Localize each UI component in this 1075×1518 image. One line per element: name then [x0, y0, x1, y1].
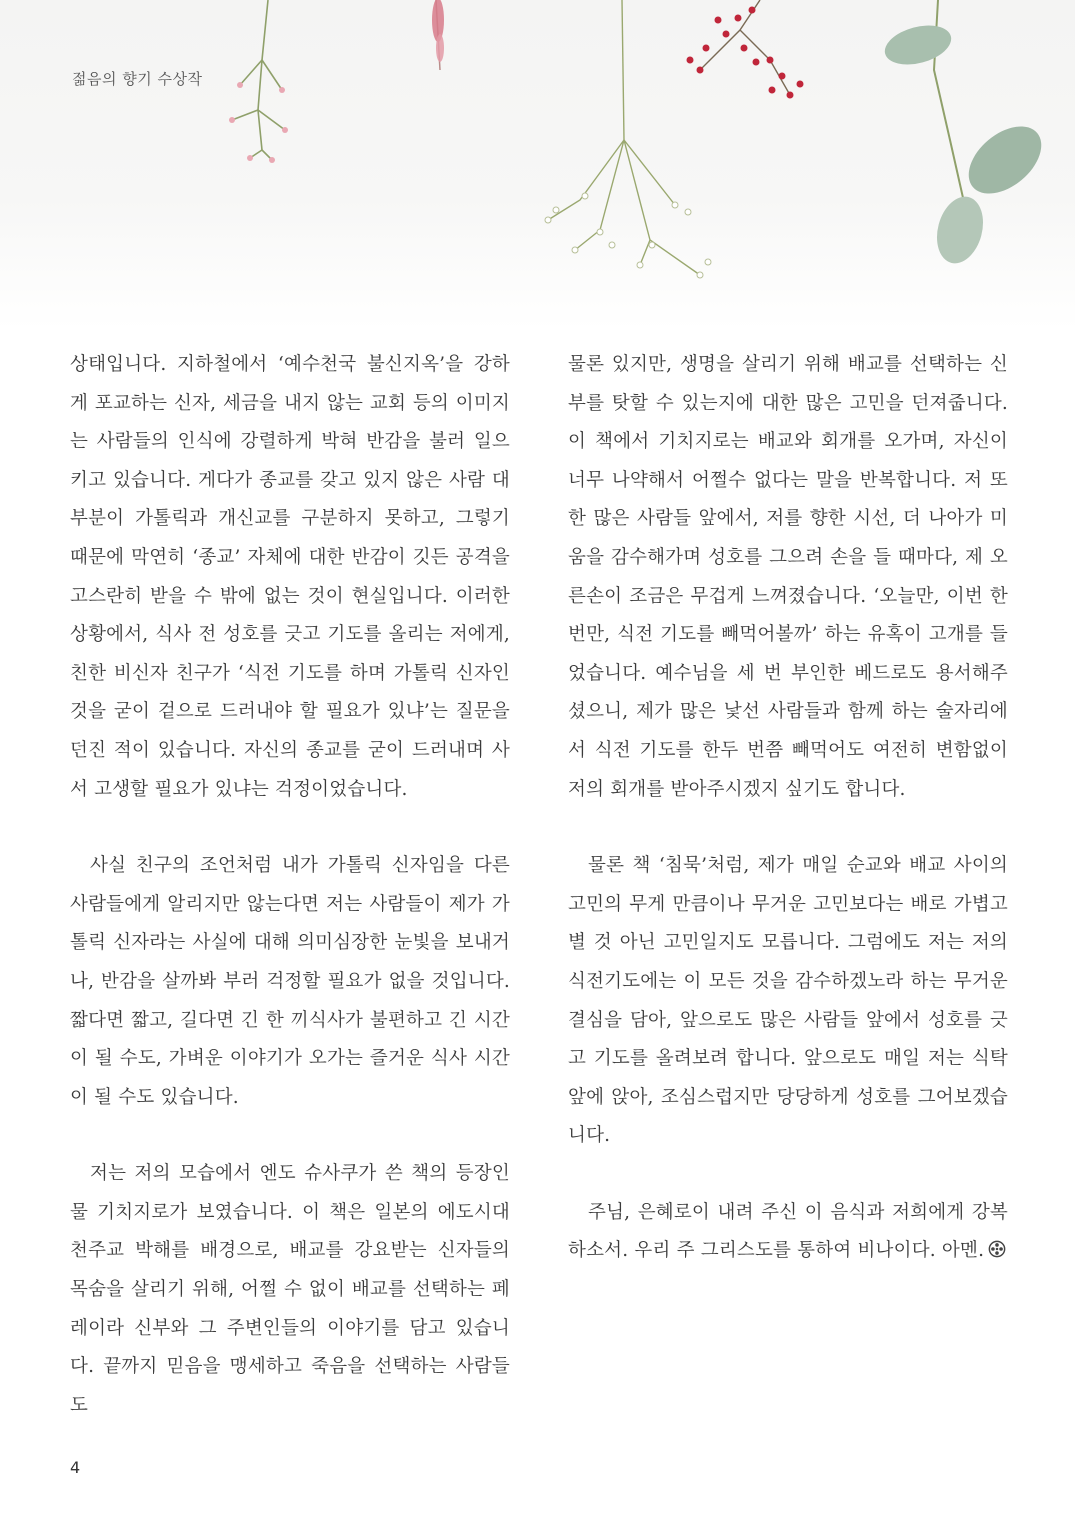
red-berries-sprig-icon [687, 0, 804, 99]
right-column [568, 346, 1008, 1271]
pink-sprig-icon [432, 0, 444, 70]
eucalyptus-branch-icon [880, 0, 1053, 269]
babys-breath-sprig-icon [545, 0, 711, 278]
left-paragraph-3: 저는 저의 모습에서 엔도 슈사쿠가 쓴 책의 등장인물 기치지로가 보였습니다. 이 책은 일본의 에도시대 천주교 박해를 배경으로, 배교를 강요받는 신자들의 목숨을 살리기 위해, 어쩔 수 없이 배교를 선택하는 페레이라 신부와 그 주변인들의 이야기를 담고 있습니다. 끝까지 믿음을 맹세하고 죽음을 선택하는 사람들도 [70, 1163, 510, 1416]
flower-ornament-icon [988, 1240, 1006, 1258]
left-sprig-icon [229, 0, 288, 163]
dried-flowers-decoration [0, 0, 1075, 330]
page-number: 4 [70, 1458, 81, 1477]
right-paragraph-1: 물론 있지만, 생명을 살리기 위해 배교를 선택하는 신부를 탓할 수 있는지에 대한 많은 고민을 던져줍니다. 이 책에서 기치지로는 배교와 회개를 오가며, 자신이 너무 나약해서 어쩔수 없다는 말을 반복합니다. 저 또한 많은 사람들 앞에서, 저를 향한 시선, 더 나아가 미움을 감수해가며 성호를 그으려 손을 들 때마다, 제 오른손이 조금은 무겁게 느껴졌습니다. ‘오늘만, 이번 한 번만, 식전 기도를 빼먹어볼까’ 하는 유혹이 고개를 들었습니다. 예수님을 세 번 부인한 베드로도 용서해주셨으니, 제가 많은 낯선 사람들과 함께 하는 술자리에서 식전 기도를 한두 번쯤 빼먹어도 여전히 변함없이 저의 회개를 받아주시겠지 싶기도 합니다. [568, 354, 1008, 800]
left-paragraph-2: 사실 친구의 조언처럼 내가 가톨릭 신자임을 다른 사람들에게 알리지만 않는다면 저는 사람들이 제가 가톨릭 신자라는 사실에 대해 의미심장한 눈빛을 보내거나, 반감을 살까봐 부러 걱정할 필요가 없을 것입니다. 짧다면 짧고, 길다면 긴 한 끼식사가 불편하고 긴 시간이 될 수도, 가벼운 이야기가 오가는 즐거운 식사 시간이 될 수도 있습니다. [70, 855, 510, 1108]
left-paragraph-1: 상태입니다. 지하철에서 ‘예수천국 불신지옥’을 강하게 포교하는 신자, 세금을 내지 않는 교회 등의 이미지는 사람들의 인식에 강렬하게 박혀 반감을 불러 일으키고 있습니다. 게다가 종교를 갖고 있지 않은 사람 대부분이 가톨릭과 개신교를 구분하지 못하고, 그렇기 때문에 막연히 ‘종교’ 자체에 대한 반감이 깃든 공격을 고스란히 받을 수 밖에 없는 것이 현실입니다. 이러한 상황에서, 식사 전 성호를 긋고 기도를 올리는 저에게, 친한 비신자 친구가 ‘식전 기도를 하며 가톨릭 신자인 것을 굳이 겉으로 드러내야 할 필요가 있냐’는 질문을 던진 적이 있습니다. 자신의 종교를 굳이 드러내며 사서 고생할 필요가 있냐는 걱정이었습니다. [70, 354, 510, 800]
closing-prayer-text: 주님, 은혜로이 내려 주신 이 음식과 저희에게 강복하소서. 우리 주 그리스도를 통하여 비나이다. 아멘. [568, 1201, 1008, 1262]
right-paragraph-2: 물론 책 ‘침묵’처럼, 제가 매일 순교와 배교 사이의 고민의 무게 만큼이나 무거운 고민보다는 배로 가볍고 별 것 아닌 고민일지도 모릅니다. 그럼에도 저는 저의 식전기도에는 이 모든 것을 감수하겠노라 하는 무거운 결심을 담아, 앞으로도 많은 사람들 앞에서 성호를 긋고 기도를 올려보려 합니다. 앞으로도 매일 저는 식탁 앞에 앉아, 조심스럽지만 당당하게 성호를 그어보겠습니다. [568, 855, 1008, 1147]
left-column [70, 346, 510, 1425]
section-label: 젊음의 향기 수상작 [72, 70, 203, 88]
right-paragraph-3 [568, 1194, 1008, 1271]
